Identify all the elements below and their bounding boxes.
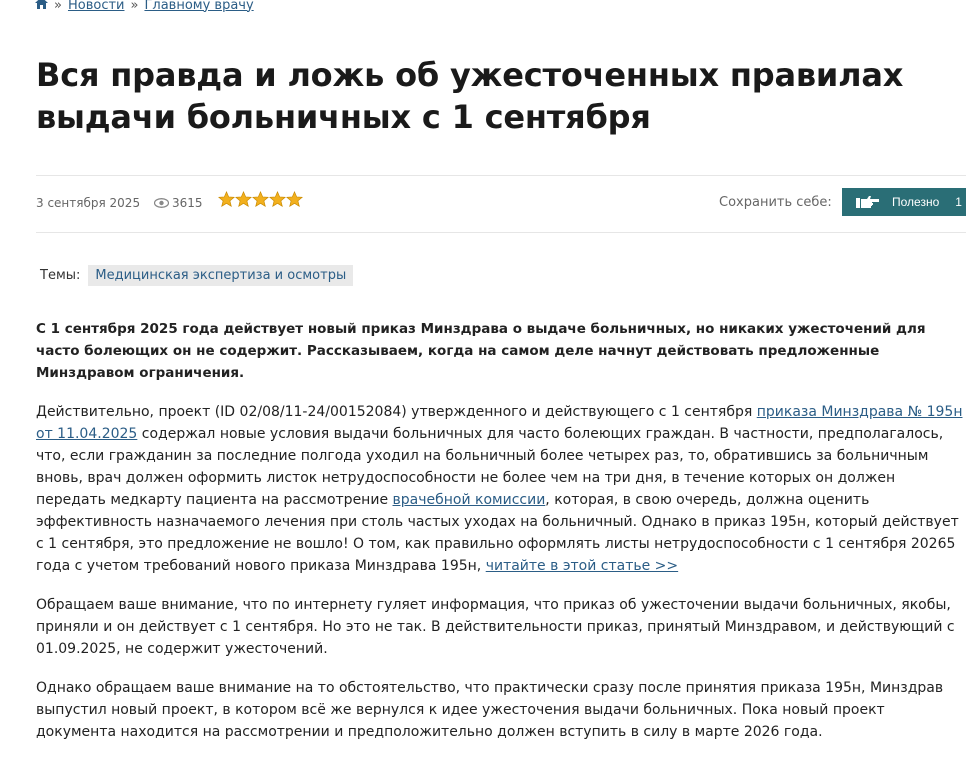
article-body xyxy=(36,318,966,760)
star-icon[interactable] xyxy=(269,191,286,208)
rating-stars[interactable] xyxy=(218,191,303,208)
useful-count: 1 xyxy=(955,195,962,209)
paragraph-text: содержал новые условия выдачи больничных для часто болеющих граждан. В частности, предполагалось, что, если гражданин за последние полгода уходил на больничный более четырех раз, то, обратившись за больничным вновь, врач должен оформить листок нетрудоспособности не более чем на три дня, в течение которых он должен передать медкарту пациента на рассмотрение xyxy=(36,426,944,508)
home-link[interactable] xyxy=(35,0,48,13)
paragraph-text: Действительно, проект (ID 02/08/11-24/00152084) утвержденного и действующего с 1 сентября xyxy=(36,404,757,420)
article-paragraph xyxy=(36,401,966,577)
topics-label: Темы: xyxy=(40,268,81,283)
home-icon xyxy=(35,0,48,9)
order-195n-link[interactable]: приказа Минздрава № 195н от 11.04.2025 xyxy=(36,404,963,442)
star-icon[interactable] xyxy=(252,191,269,208)
read-article-link[interactable]: читайте в этой статье >> xyxy=(485,558,679,574)
article-meta xyxy=(36,188,966,218)
views-count: 3615 xyxy=(172,196,203,210)
topics-row xyxy=(40,265,353,286)
star-icon[interactable] xyxy=(286,191,303,208)
breadcrumb xyxy=(35,0,254,13)
divider xyxy=(36,175,966,176)
save-label: Сохранить себе: xyxy=(719,195,832,210)
paragraph-text: , которая, в свою очередь, должна оценить эффективность назначаемого лечения при столь частых уходах на больничный. Однако в приказ 195н, который действует с 1 сентября, это предложение не вошло! О том, как правильно оформлять листы нетрудоспособности с 1 сентября 20265 года с учетом требований нового приказа Минздрава 195н, xyxy=(36,492,959,574)
pointing-hand-icon xyxy=(856,195,880,209)
useful-button[interactable] xyxy=(842,188,966,216)
page-title: Вся правда и ложь об ужесточенных правилах выдачи больничных с 1 сентября xyxy=(36,56,904,136)
divider xyxy=(36,232,966,233)
publish-date: 3 сентября 2025 xyxy=(36,196,141,210)
medical-commission-link[interactable]: врачебной комиссии xyxy=(392,492,546,508)
breadcrumb-separator: » xyxy=(54,0,62,13)
breadcrumb-chief-doctor[interactable]: Главному врачу xyxy=(144,0,254,13)
article-paragraph: Однако обращаем ваше внимание на то обстоятельство, что практически сразу после принятия приказа 195н, Минздрав выпустил новый проект, в котором всё же вернулся к идее ужесточения выдачи больничных. Пока новый проект документа находится на рассмотрении и предположительно должен вступить в силу в марте 2026 года. xyxy=(36,680,944,740)
star-icon[interactable] xyxy=(218,191,235,208)
article-paragraph: Обращаем ваше внимание, что по интернету гуляет информация, что приказ об ужесточении выдачи больничных, якобы, приняли и он действует с 1 сентября. Но это не так. В действительности приказ, принятый Минздравом, и действующий с 01.09.2025, не содержит ужесточений. xyxy=(36,597,955,657)
breadcrumb-news[interactable]: Новости xyxy=(67,0,125,13)
star-icon[interactable] xyxy=(235,191,252,208)
topic-tag[interactable]: Медицинская экспертиза и осмотры xyxy=(88,265,353,286)
breadcrumb-separator: » xyxy=(130,0,139,13)
views-counter xyxy=(154,196,203,210)
eye-icon xyxy=(154,198,169,208)
article-lead: С 1 сентября 2025 года действует новый приказ Минздрава о выдаче больничных, но никаких ужесточений для часто болеющих он не содержит. Рассказываем, когда на самом деле начнут действовать предложенные Минздравом ограничения. xyxy=(36,321,926,381)
useful-label: Полезно xyxy=(892,195,940,209)
